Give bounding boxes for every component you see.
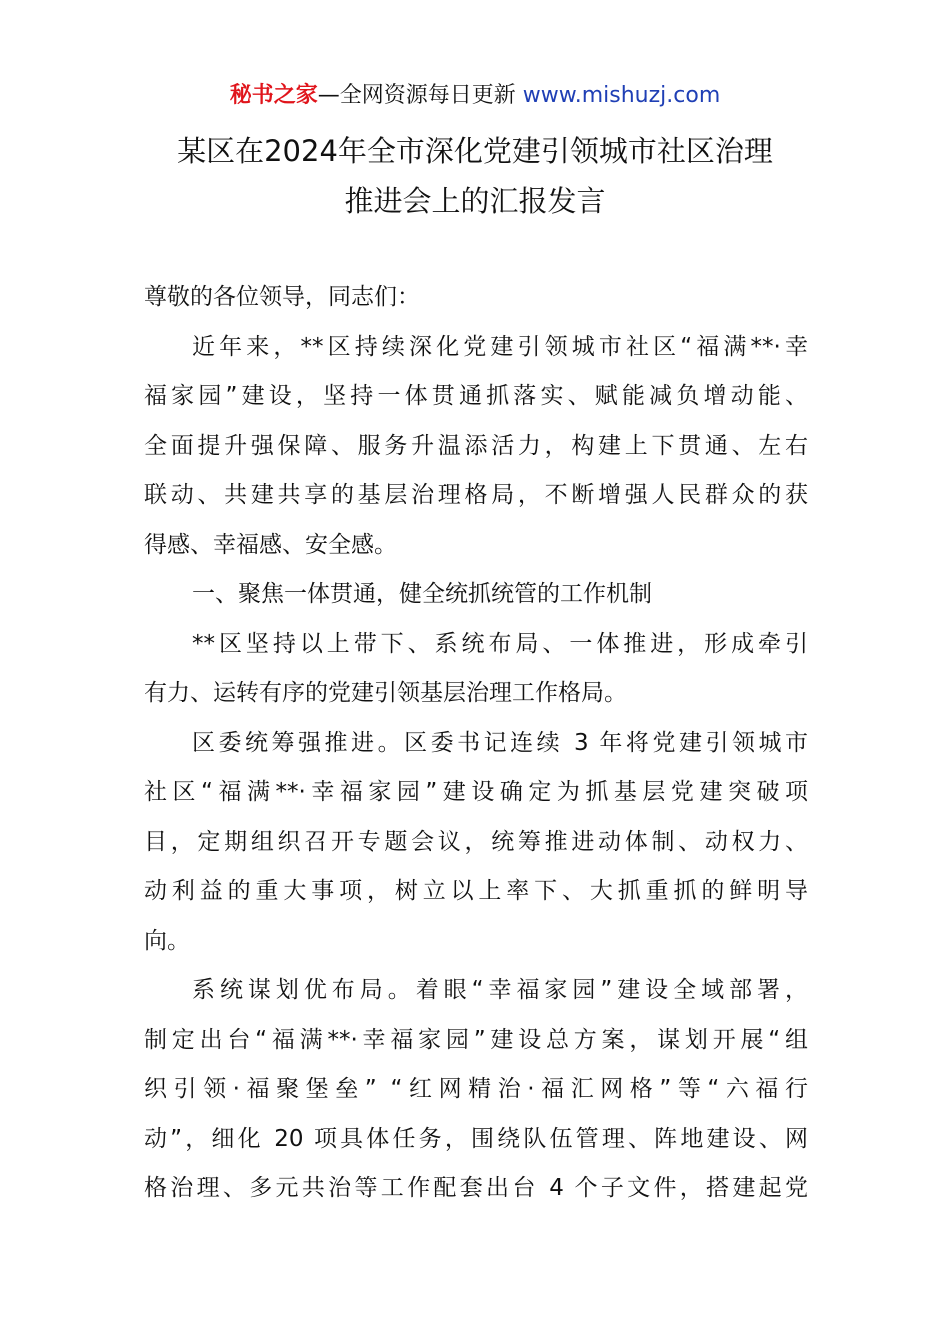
paragraph-line: 有力、运转有序的党建引领基层治理工作格局。 [144, 680, 627, 706]
paragraph-line: 系统谋划优布局。着眼“幸福家园”建设全域部署， [192, 977, 808, 1003]
paragraph-line: 动利益的重大事项，树立以上率下、大抓重抓的鲜明导 [144, 878, 808, 904]
site-url-link[interactable]: www.mishuzj.com [522, 83, 721, 108]
paragraph-line: 得感、幸福感、安全感。 [144, 531, 397, 558]
paragraph-line: 福家园”建设，坚持一体贯通抓落实、赋能减负增动能、 [144, 383, 808, 409]
paragraph-line: **区坚持以上带下、系统布局、一体推进，形成牵引 [192, 630, 808, 657]
paragraph-line: 联动、共建共享的基层治理格局，不断增强人民群众的获 [144, 482, 808, 508]
paragraph-line: 目，定期组织召开专题会议，统筹推进动体制、动权力、 [144, 828, 808, 855]
salutation: 尊敬的各位领导，同志们： [144, 284, 420, 310]
document-body [144, 273, 808, 1214]
paragraph-line: 织引领·福聚堡垒” “红网精治·福汇网格”等“六福行 [144, 1076, 808, 1102]
paragraph-1 [144, 323, 808, 571]
section-heading-1: 一、聚焦一体贯通，健全统抓统管的工作机制 [192, 581, 652, 607]
brand-name: 秘书之家 [229, 83, 318, 108]
paragraph-4 [144, 966, 808, 1214]
paragraph-line: 动”，细化 20 项具体任务，围绕队伍管理、阵地建设、网 [144, 1125, 808, 1152]
paragraph-line: 格治理、多元共治等工作配套出台 4 个子文件，搭建起党 [144, 1175, 808, 1201]
title-line-2: 推进会上的汇报发言 [344, 184, 606, 218]
site-header [0, 80, 950, 112]
paragraph-line: 社区“福满**·幸福家园”建设确定为抓基层党建突破项 [144, 779, 808, 805]
paragraph-line: 区委统筹强推进。区委书记连续 3 年将党建引领城市 [192, 729, 808, 756]
paragraph-line: 向。 [144, 927, 190, 954]
site-tagline: —全网资源每日更新 [317, 83, 523, 108]
paragraph-line: 制定出台“福满**·幸福家园”建设总方案，谋划开展“组 [144, 1026, 808, 1053]
document-title [60, 126, 890, 226]
paragraph-line: 近年来，**区持续深化党建引领城市社区“福满**·幸 [192, 333, 808, 360]
paragraph-2 [144, 620, 808, 719]
paragraph-line: 全面提升强保障、服务升温添活力，构建上下贯通、左右 [144, 432, 808, 459]
paragraph-3 [144, 719, 808, 967]
title-line-1: 某区在2024年全市深化党建引领城市社区治理 [177, 134, 773, 168]
